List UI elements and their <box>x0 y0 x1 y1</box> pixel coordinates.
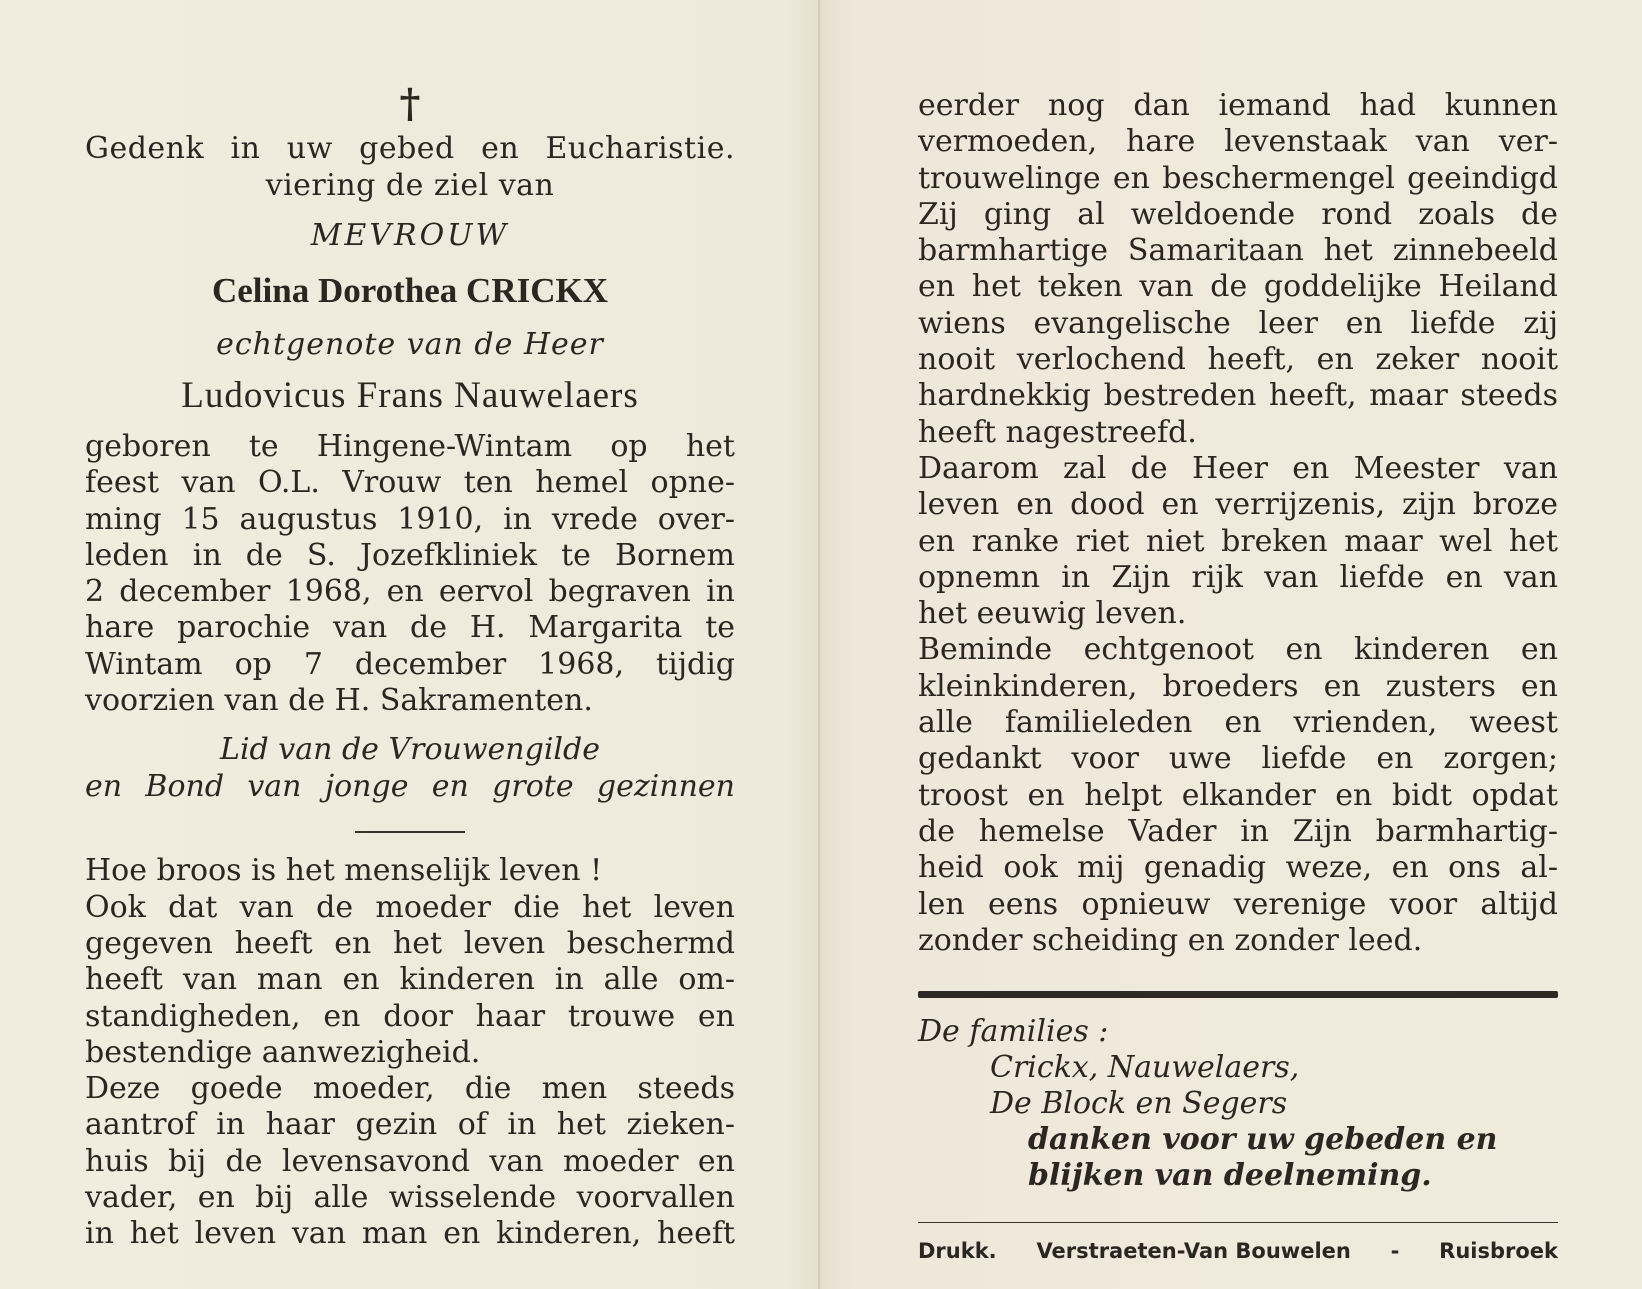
text-line: kleinkinderen, broeders en zusters en <box>918 668 1558 704</box>
text-line: vermoeden, hare levenstaak van ver- <box>918 124 1558 160</box>
text-line: gegeven heeft en het leven beschermd <box>85 925 735 961</box>
bio-line: geboren te Hingene-Wintam op het <box>85 429 735 464</box>
bio-line: ming 15 augustus 1910, in vrede over- <box>85 501 735 537</box>
text-line: nooit verlochend heeft, en zeker nooit <box>918 342 1558 378</box>
text-line: bestendige aanwezigheid. <box>85 1034 481 1070</box>
printer-location: Ruisbroek <box>1439 1239 1558 1264</box>
text-line: Deze goede moeder, die men steeds <box>85 1071 735 1107</box>
left-page <box>85 0 735 1253</box>
text-line: hardnekkig bestreden heeft, maar steeds <box>918 378 1558 414</box>
thin-divider <box>918 1222 1558 1223</box>
right-page <box>918 0 1558 1263</box>
text-line: de hemelse Vader in Zijn barmhartig- <box>918 813 1558 849</box>
membership <box>85 731 735 805</box>
text-line: Ook dat van de moeder die het leven <box>85 889 735 925</box>
text-line: aantrof in haar gezin of in het zieken- <box>85 1107 735 1143</box>
text-line: len eens opnieuw verenige voor altijd <box>918 886 1558 922</box>
text-line: opnemn in Zijn rijk van liefde en van <box>918 559 1558 595</box>
bio-line: feest van O.L. Vrouw ten hemel opne- <box>85 465 735 501</box>
card-fold <box>818 0 820 1289</box>
text-line: Beminde echtgenoot en kinderen en <box>918 632 1558 668</box>
thanks-line: blijken van deelneming. <box>1028 1158 1432 1194</box>
bio-line: leden in de S. Jozefkliniek te Bornem <box>85 537 735 573</box>
printer-separator: - <box>1390 1239 1400 1264</box>
continuation-text <box>918 88 1558 959</box>
membership-line: en Bond van jonge en grote gezinnen <box>85 769 735 805</box>
printer-name: Verstraeten-Van Bouwelen <box>1036 1239 1351 1264</box>
deceased-name: Celina Dorothea CRICKX <box>211 271 608 310</box>
text-line: troost en helpt elkander en bidt opdat <box>918 777 1558 813</box>
text-line: Hoe broos is het menselijk leven ! <box>85 853 603 889</box>
text-line: heid ook mij genadig weze, en ons al- <box>918 850 1558 886</box>
text-line: gedankt voor uwe liefde en zorgen; <box>918 741 1558 777</box>
membership-line: Lid van de Vrouwengilde <box>220 732 600 768</box>
bio-line: hare parochie van de H. Margarita te <box>85 610 735 646</box>
intro-line: viering de ziel van <box>265 168 555 203</box>
spouse-label: echtgenote van de Heer <box>216 327 604 362</box>
text-line: en het teken van de goddelijke Heiland <box>918 269 1558 305</box>
text-line: wiens evangelische leer en liefde zij <box>918 305 1558 341</box>
text-line: huis bij de levensavond van moeder en <box>85 1143 735 1179</box>
printer-prefix: Drukk. <box>918 1239 997 1264</box>
text-line: standigheden, en door haar trouwe en <box>85 998 735 1034</box>
text-line: het eeuwig leven. <box>918 596 1187 632</box>
bio-line: 2 december 1968, en eervol begraven in <box>85 574 735 610</box>
thick-divider <box>918 991 1558 998</box>
spouse-name: Ludovicus Frans Nauwelaers <box>181 375 639 416</box>
text-line: leven en dood en verrijzenis, zijn broze <box>918 487 1558 523</box>
text-line: zonder scheiding en zonder leed. <box>918 922 1423 958</box>
intro-text <box>85 130 735 204</box>
family-names: De Block en Segers <box>990 1086 1288 1122</box>
text-line: trouwelinge en beschermengel geeindigd <box>918 160 1558 196</box>
families-label: De families : <box>918 1014 1109 1050</box>
families-block <box>918 1014 1558 1194</box>
thanks-line: danken voor uw gebeden en <box>1028 1122 1498 1158</box>
cross-icon: † <box>399 80 421 127</box>
text-line: en ranke riet niet breken maar wel het <box>918 523 1558 559</box>
intro-line: Gedenk in uw gebed en Eucharistie. <box>85 131 735 166</box>
text-line: barmhartige Samaritaan het zinnebeeld <box>918 233 1558 269</box>
divider <box>355 831 465 833</box>
bio-line: voorzien van de H. Sakramenten. <box>85 683 593 719</box>
honorific-title: MEVROUW <box>310 218 510 253</box>
text-line: alle familieleden en vrienden, weest <box>918 705 1558 741</box>
text-line: eerder nog dan iemand had kunnen <box>918 88 1558 123</box>
text-line: vader, en bij alle wisselende voorvallen <box>85 1180 735 1216</box>
meditation-text <box>85 853 735 1252</box>
printer-credit <box>918 1239 1558 1263</box>
text-line: in het leven van man en kinderen, heeft <box>85 1216 735 1252</box>
text-line: Zij ging al weldoende rond zoals de <box>918 196 1558 232</box>
biography <box>85 429 735 719</box>
bio-line: Wintam op 7 december 1968, tijdig <box>85 646 735 682</box>
text-line: heeft van man en kinderen in alle om- <box>85 962 735 998</box>
text-line: heeft nagestreefd. <box>918 414 1197 450</box>
family-names: Crickx, Nauwelaers, <box>990 1050 1300 1086</box>
text-line: Daarom zal de Heer en Meester van <box>918 450 1558 486</box>
